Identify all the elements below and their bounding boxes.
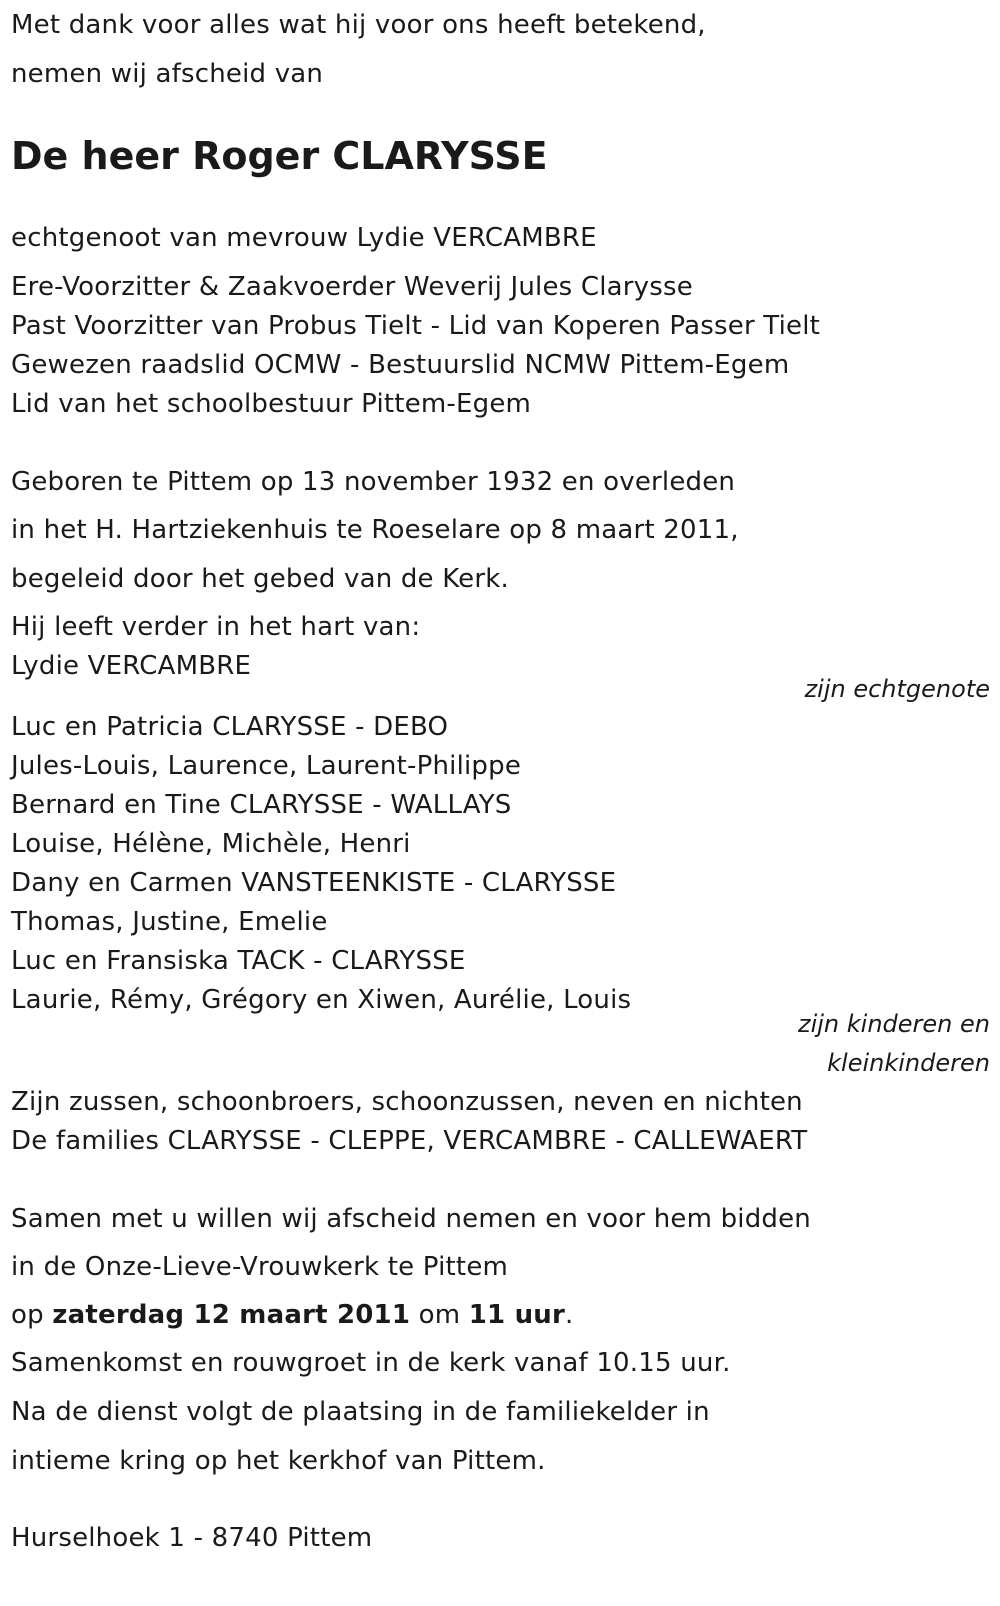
service-time-prefix: om [410, 1300, 469, 1330]
child-line: Bernard en Tine CLARYSSE - WALLAYS [11, 790, 512, 820]
family-line: De families CLARYSSE - CLEPPE, VERCAMBRE - CALLEWAERT [11, 1126, 808, 1156]
child-line: Jules-Louis, Laurence, Laurent-Philippe [11, 751, 522, 781]
children-role-line-1: zijn kinderen en [798, 1010, 990, 1038]
service-line-5: Na de dienst volgt de plaatsing in de familiekelder in [11, 1397, 710, 1427]
service-line-1: Samen met u willen wij afscheid nemen en voor hem bidden [11, 1204, 811, 1234]
birth-death-line: in het H. Hartziekenhuis te Roeselare op 8 maart 2011, [11, 515, 739, 545]
title-line: Gewezen raadslid OCMW - Bestuurslid NCMW Pittem-Egem [11, 350, 790, 380]
child-line: Dany en Carmen VANSTEENKISTE - CLARYSSE [11, 868, 617, 898]
spouse-name: Lydie VERCAMBRE [11, 651, 252, 681]
child-line: Luc en Fransiska TACK - CLARYSSE [11, 946, 466, 976]
service-line-4: Samenkomst en rouwgroet in de kerk vanaf 10.15 uur. [11, 1348, 731, 1378]
children-role-line-2: kleinkinderen [827, 1049, 990, 1077]
family-line: Zijn zussen, schoonbroers, schoonzussen, neven en nichten [11, 1087, 803, 1117]
service-time: 11 uur [468, 1300, 566, 1330]
title-line: Lid van het schoolbestuur Pittem-Egem [11, 389, 532, 419]
child-line: Thomas, Justine, Emelie [11, 907, 328, 937]
title-line: Past Voorzitter van Probus Tielt - Lid van Koperen Passer Tielt [11, 311, 821, 341]
child-line: Luc en Patricia CLARYSSE - DEBO [11, 712, 449, 742]
intro-line-2: nemen wij afscheid van [11, 59, 324, 89]
birth-death-line: begeleid door het gebed van de Kerk. [11, 564, 509, 594]
service-date-suffix: . [565, 1300, 574, 1330]
service-line-3 [11, 1298, 573, 1332]
intro-line-1: Met dank voor alles wat hij voor ons heeft betekend, [11, 10, 706, 40]
child-line: Louise, Hélène, Michèle, Henri [11, 829, 411, 859]
service-date-prefix: op [11, 1300, 53, 1330]
service-line-6: intieme kring op het kerkhof van Pittem. [11, 1446, 546, 1476]
spouse-role: zijn echtgenote [804, 675, 990, 703]
address: Hurselhoek 1 - 8740 Pittem [11, 1523, 373, 1553]
survivors-intro: Hij leeft verder in het hart van: [11, 612, 421, 642]
service-line-2: in de Onze-Lieve-Vrouwkerk te Pittem [11, 1252, 509, 1282]
title-line: echtgenoot van mevrouw Lydie VERCAMBRE [11, 223, 597, 253]
child-line: Laurie, Rémy, Grégory en Xiwen, Aurélie, Louis [11, 985, 632, 1015]
service-date: zaterdag 12 maart 2011 [52, 1300, 411, 1330]
title-line: Ere-Voorzitter & Zaakvoerder Weverij Jules Clarysse [11, 272, 693, 302]
birth-death-line: Geboren te Pittem op 13 november 1932 en overleden [11, 467, 736, 497]
deceased-name: De heer Roger CLARYSSE [11, 134, 548, 178]
